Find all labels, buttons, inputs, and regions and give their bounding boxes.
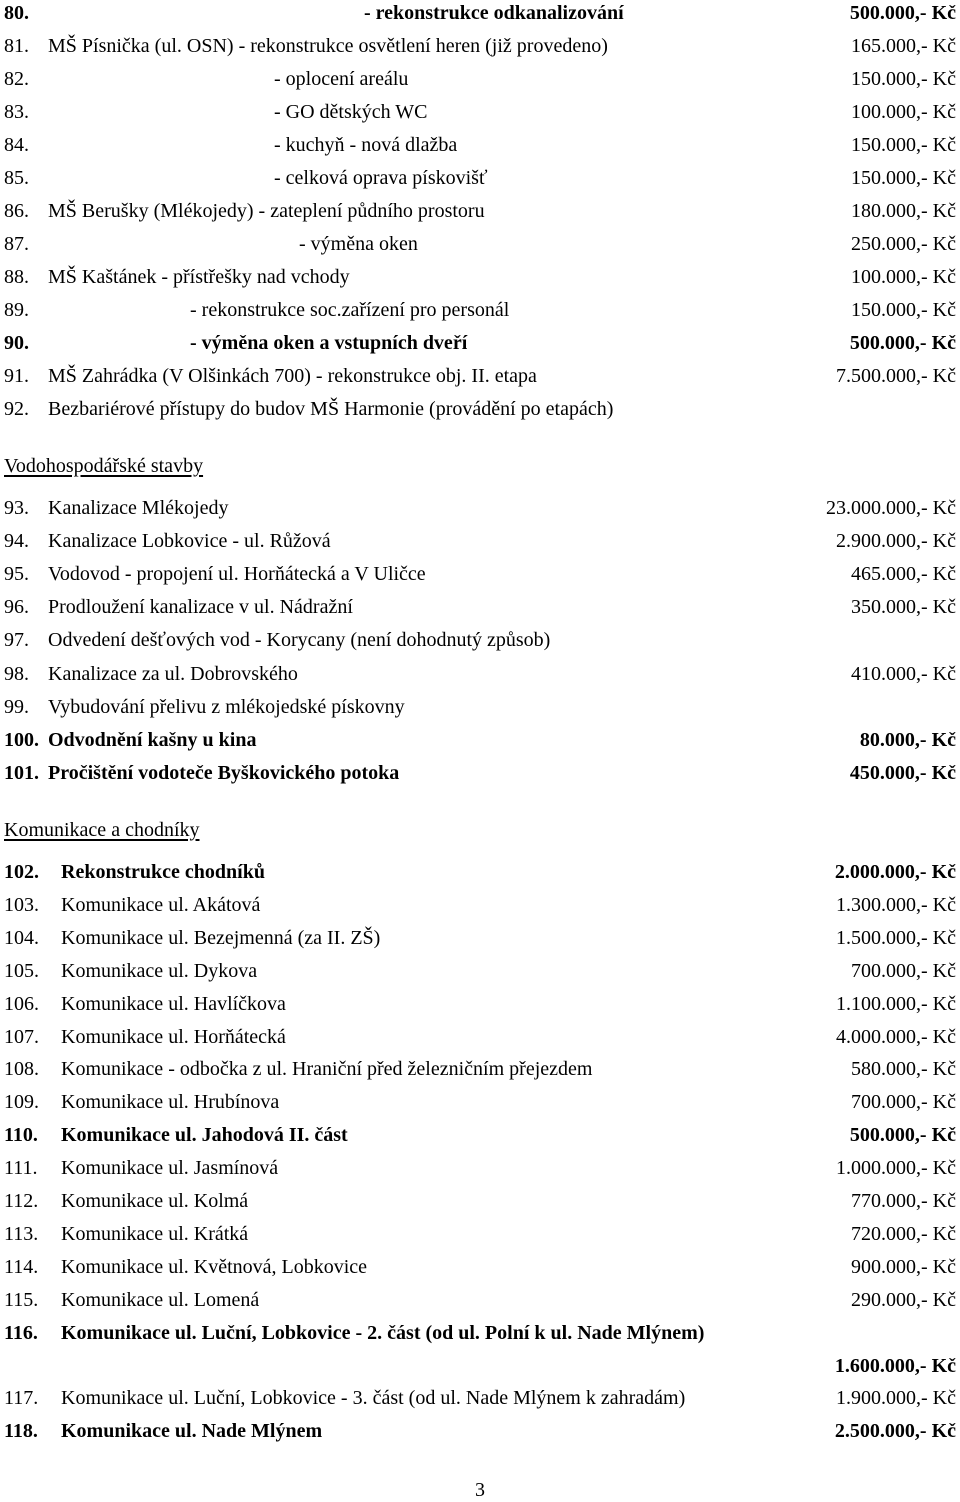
- list-item: [4, 659, 956, 689]
- item-description: - kuchyň - nová dlažba: [274, 134, 458, 156]
- item-number: 100.: [4, 728, 39, 751]
- item-amount: 700.000,- Kč: [851, 959, 956, 982]
- item-number: 95.: [4, 563, 29, 586]
- list-item: [4, 0, 956, 28]
- item-amount: 100.000,- Kč: [851, 101, 956, 123]
- list-item: [4, 1416, 956, 1446]
- list-item: [4, 857, 956, 887]
- item-number: 94.: [4, 530, 29, 553]
- item-number: 104.: [4, 926, 39, 949]
- list-item: [4, 31, 956, 61]
- item-amount: 500.000,- Kč: [849, 332, 956, 354]
- item-amount: 7.500.000,- Kč: [836, 365, 956, 387]
- item-number: 105.: [4, 959, 39, 982]
- item-amount: 720.000,- Kč: [851, 1222, 956, 1245]
- list-item: [4, 328, 956, 358]
- item-number: 86.: [4, 200, 29, 222]
- list-item: [4, 592, 956, 622]
- item-amount: 580.000,- Kč: [851, 1058, 956, 1081]
- list-item: [4, 130, 956, 160]
- item-number: 107.: [4, 1025, 39, 1048]
- item-description: - rekonstrukce soc.zařízení pro personál: [190, 299, 510, 321]
- item-amount: 150.000,- Kč: [851, 167, 956, 189]
- list-item: [4, 295, 956, 325]
- item-number: 85.: [4, 167, 29, 189]
- list-item: [4, 1087, 956, 1117]
- item-description: Komunikace ul. Jasmínová: [61, 1157, 279, 1180]
- list-item: [4, 1383, 956, 1413]
- item-number: 92.: [4, 398, 29, 420]
- list-item: [4, 1318, 956, 1348]
- list-item: [4, 559, 956, 589]
- item-amount: 150.000,- Kč: [851, 134, 956, 156]
- item-description: Odvedení dešťových vod - Korycany (není dohodnutý způsob): [48, 629, 551, 652]
- item-description: Bezbariérové přístupy do budov MŠ Harmonie (provádění po etapách): [48, 398, 614, 420]
- list-item: [4, 1351, 956, 1381]
- section-heading-water: Vodohospodářské stavby: [4, 455, 204, 477]
- list-item: [4, 163, 956, 193]
- item-description: Komunikace ul. Květnová, Lobkovice: [61, 1255, 368, 1278]
- item-number: 103.: [4, 893, 39, 916]
- item-description: - GO dětských WC: [274, 101, 428, 123]
- item-number: 115.: [4, 1288, 39, 1311]
- list-item: [4, 196, 956, 226]
- item-number: 106.: [4, 992, 39, 1015]
- list-item: [4, 493, 956, 523]
- item-number: 110.: [4, 1124, 38, 1147]
- item-amount: 450.000,- Kč: [849, 761, 956, 784]
- item-number: 99.: [4, 695, 29, 718]
- item-number: 118.: [4, 1420, 38, 1443]
- item-description: Komunikace ul. Krátká: [61, 1222, 249, 1245]
- item-description: Komunikace ul. Luční, Lobkovice - 3. část (od ul. Nade Mlýnem k zahradám): [61, 1387, 686, 1410]
- page-number: 3: [475, 1479, 485, 1501]
- item-amount: 770.000,- Kč: [851, 1190, 956, 1212]
- item-number: 112.: [4, 1190, 39, 1212]
- list-item: [4, 262, 956, 292]
- item-number: 87.: [4, 233, 29, 255]
- item-description: MŠ Kaštánek - přístřešky nad vchody: [48, 266, 350, 288]
- item-amount: 700.000,- Kč: [851, 1091, 956, 1114]
- item-description: MŠ Písnička (ul. OSN) - rekonstrukce osvětlení heren (již provedeno): [48, 35, 608, 57]
- list-item: [4, 1022, 956, 1052]
- item-description: Komunikace - odbočka z ul. Hraniční před železničním přejezdem: [61, 1058, 593, 1081]
- list-item: [4, 956, 956, 986]
- item-number: 96.: [4, 596, 29, 619]
- item-amount: 1.000.000,- Kč: [836, 1157, 956, 1180]
- item-number: 101.: [4, 761, 39, 784]
- list-item: [4, 1186, 956, 1216]
- list-item: [4, 526, 956, 556]
- list-item: [4, 923, 956, 953]
- item-description: Komunikace ul. Jahodová II. část: [61, 1124, 348, 1147]
- item-amount: 500.000,- Kč: [849, 1124, 956, 1147]
- item-amount: 900.000,- Kč: [851, 1255, 956, 1278]
- item-amount: 250.000,- Kč: [851, 233, 956, 255]
- item-amount: 23.000.000,- Kč: [826, 497, 956, 519]
- item-description: Komunikace ul. Lomená: [61, 1288, 260, 1311]
- item-description: MŠ Zahrádka (V Olšinkách 700) - rekonstrukce obj. II. etapa: [48, 365, 537, 387]
- item-amount: 180.000,- Kč: [851, 200, 956, 222]
- item-amount: 500.000,- Kč: [849, 2, 956, 24]
- item-amount: 100.000,- Kč: [851, 266, 956, 288]
- item-description: Komunikace ul. Luční, Lobkovice - 2. část (od ul. Polní k ul. Nade Mlýnem): [61, 1321, 705, 1344]
- item-amount: 1.900.000,- Kč: [836, 1387, 956, 1410]
- item-amount: 150.000,- Kč: [851, 299, 956, 321]
- list-item: [4, 890, 956, 920]
- item-amount: 150.000,- Kč: [851, 68, 956, 90]
- list-item: [4, 989, 956, 1019]
- item-description: - výměna oken a vstupních dveří: [190, 332, 468, 354]
- item-number: 117.: [4, 1387, 39, 1410]
- list-item: [4, 758, 956, 788]
- item-amount: 290.000,- Kč: [851, 1288, 956, 1311]
- item-number: 114.: [4, 1255, 39, 1278]
- item-amount: 465.000,- Kč: [851, 563, 956, 586]
- item-amount: 2.900.000,- Kč: [836, 530, 956, 553]
- item-number: 109.: [4, 1091, 39, 1114]
- list-item: [4, 625, 956, 655]
- item-number: 88.: [4, 266, 29, 288]
- item-description: Komunikace ul. Kolmá: [61, 1190, 249, 1212]
- item-amount: 1.600.000,- Kč: [834, 1354, 956, 1377]
- item-number: 116.: [4, 1321, 38, 1344]
- item-description: MŠ Berušky (Mlékojedy) - zateplení půdního prostoru: [48, 200, 485, 222]
- item-description: Pročištění vodoteče Byškovického potoka: [48, 761, 400, 784]
- item-amount: 1.100.000,- Kč: [836, 992, 956, 1015]
- item-description: Rekonstrukce chodníků: [61, 861, 265, 883]
- item-number: 90.: [4, 332, 29, 354]
- item-description: - celková oprava pískovišť: [274, 167, 488, 189]
- list-item: [4, 394, 956, 424]
- item-number: 89.: [4, 299, 29, 321]
- item-amount: 2.500.000,- Kč: [834, 1420, 956, 1443]
- section-heading-roads: Komunikace a chodníky: [4, 819, 200, 841]
- item-amount: 80.000,- Kč: [859, 728, 956, 751]
- item-description: Kanalizace Lobkovice - ul. Růžová: [48, 530, 331, 553]
- item-description: Prodloužení kanalizace v ul. Nádražní: [48, 596, 353, 619]
- item-number: 98.: [4, 662, 29, 685]
- item-description: - oplocení areálu: [274, 68, 409, 90]
- item-amount: 2.000.000,- Kč: [834, 861, 956, 883]
- item-description: Komunikace ul. Bezejmenná (za II. ZŠ): [61, 926, 381, 949]
- item-description: - rekonstrukce odkanalizování: [364, 2, 624, 24]
- list-item: [4, 64, 956, 94]
- list-item: [4, 361, 956, 391]
- item-description: Vodovod - propojení ul. Horňátecká a V Uličce: [48, 563, 426, 586]
- item-number: 102.: [4, 861, 39, 883]
- item-description: Komunikace ul. Dykova: [61, 959, 258, 982]
- item-number: 97.: [4, 629, 29, 652]
- list-item: [4, 1120, 956, 1150]
- item-description: Komunikace ul. Hrubínova: [61, 1091, 280, 1114]
- list-item: [4, 692, 956, 722]
- list-item: [4, 1054, 956, 1084]
- item-amount: 410.000,- Kč: [851, 662, 956, 685]
- item-number: 81.: [4, 35, 29, 57]
- list-item: [4, 229, 956, 259]
- list-item: [4, 1153, 956, 1183]
- item-amount: 1.300.000,- Kč: [836, 893, 956, 916]
- list-item: [4, 1219, 956, 1249]
- item-number: 80.: [4, 2, 29, 24]
- item-number: 113.: [4, 1222, 39, 1245]
- item-description: Vybudování přelivu z mlékojedské pískovny: [48, 695, 405, 718]
- item-number: 82.: [4, 68, 29, 90]
- list-item: [4, 1285, 956, 1315]
- item-description: Komunikace ul. Akátová: [61, 893, 261, 916]
- item-number: 83.: [4, 101, 29, 123]
- item-amount: 350.000,- Kč: [851, 596, 956, 619]
- item-number: 91.: [4, 365, 29, 387]
- item-description: - výměna oken: [299, 233, 418, 255]
- list-item: [4, 97, 956, 127]
- item-description: Komunikace ul. Horňátecká: [61, 1025, 286, 1048]
- list-item: [4, 1252, 956, 1282]
- item-amount: 1.500.000,- Kč: [836, 926, 956, 949]
- list-item: [4, 725, 956, 755]
- item-amount: 4.000.000,- Kč: [836, 1025, 956, 1048]
- item-number: 84.: [4, 134, 29, 156]
- item-description: Komunikace ul. Nade Mlýnem: [61, 1420, 323, 1443]
- item-description: Kanalizace Mlékojedy: [48, 497, 229, 519]
- item-amount: 165.000,- Kč: [851, 35, 956, 57]
- item-description: Odvodnění kašny u kina: [48, 728, 257, 751]
- item-description: Komunikace ul. Havlíčkova: [61, 992, 286, 1015]
- item-number: 111.: [4, 1157, 38, 1180]
- item-number: 93.: [4, 497, 29, 519]
- item-number: 108.: [4, 1058, 39, 1081]
- item-description: Kanalizace za ul. Dobrovského: [48, 662, 298, 685]
